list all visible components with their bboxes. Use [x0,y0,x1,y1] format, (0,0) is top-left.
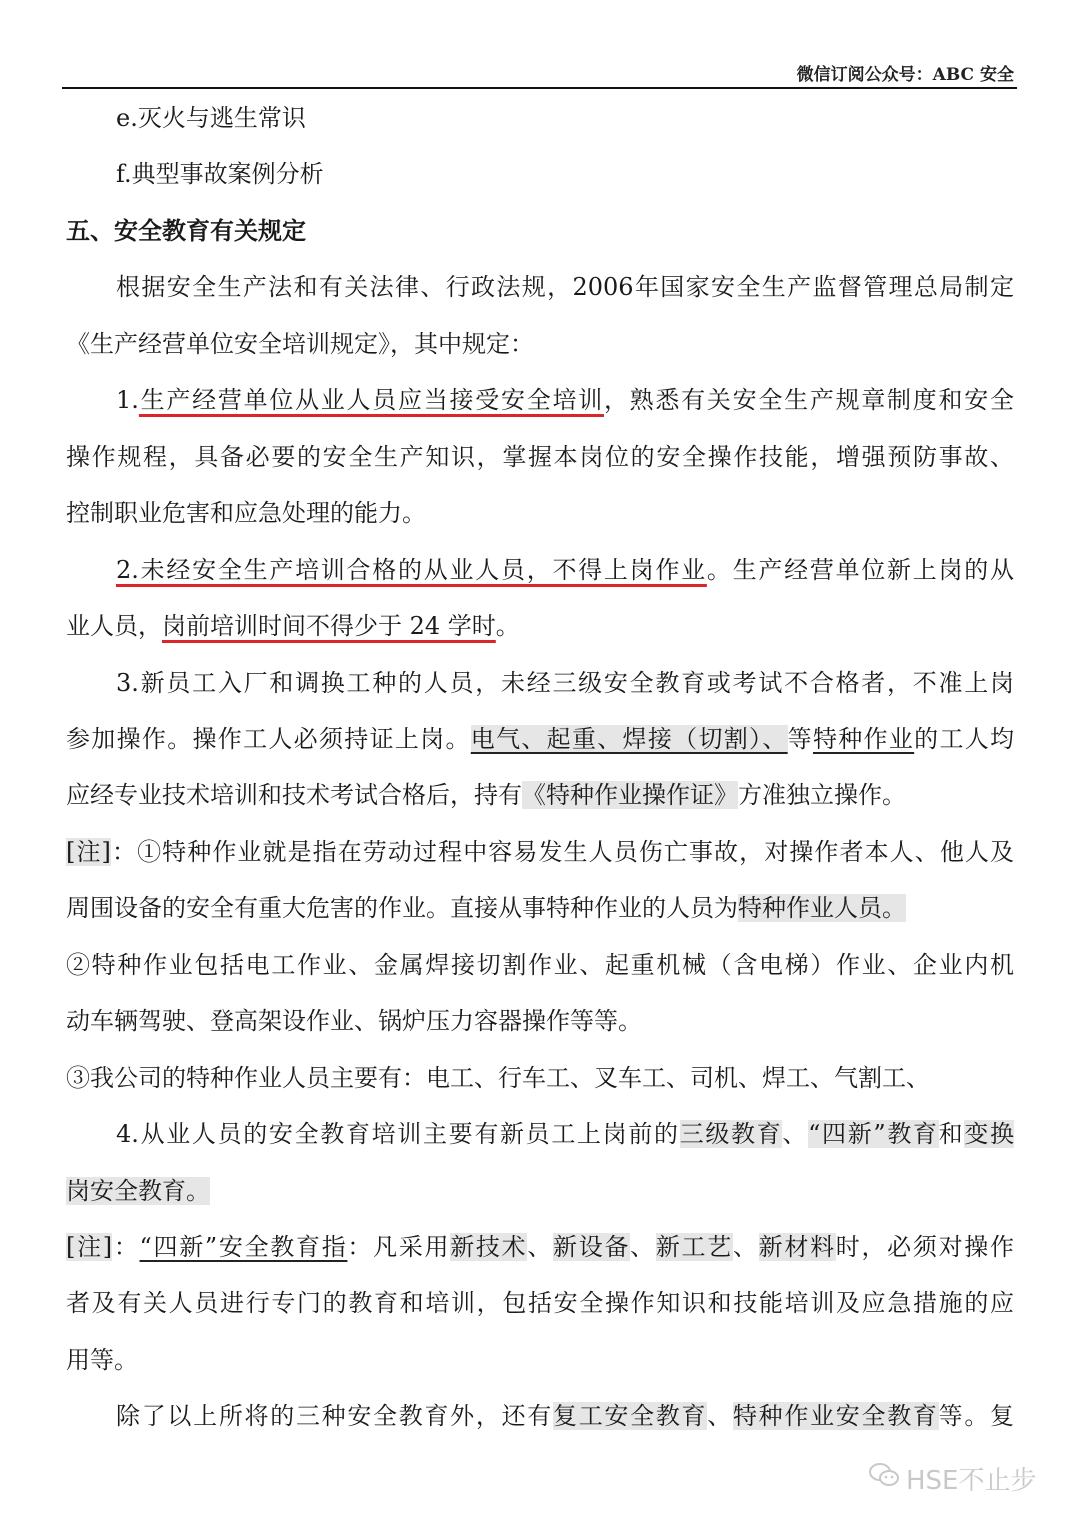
text-segment: 五、安全教育有关规定 [66,215,306,245]
text-line [66,372,1014,428]
text-segment: 动车辆驾驶、登高架设作业、锅炉压力容器操作等等。 [66,1007,642,1036]
highlighted-text: 特种作业安全教育 [732,1402,939,1431]
page-header-text: 微信订阅公众号：ABC 安全 [796,65,1014,85]
highlighted-underlined-text: 电气、起重、焊接（切割）、 [470,724,788,753]
text-line [66,1163,1014,1219]
header-rule [62,87,1017,89]
text-line [66,1106,1014,1162]
text-segment: 参加操作。操作工人必须持证上岗。 [66,724,471,753]
text-segment: 。 [495,612,520,641]
text-line [66,1050,1014,1106]
text-line [66,259,1014,315]
highlighted-text: [注] [66,1233,113,1261]
text-segment: 周围设备的安全有重大危害的作业。直接从事特种作业的人员为 [66,894,738,923]
text-line [66,1388,1014,1444]
highlighted-text: 新设备 [553,1233,631,1261]
text-segment: 的工人均 [914,724,1015,753]
text-line [66,824,1014,880]
text-line [66,598,1014,654]
text-segment: 用等。 [66,1345,138,1374]
highlighted-text: 新工艺 [655,1233,733,1261]
text-segment: 、 [527,1233,554,1261]
text-segment: 应经专业技术培训和技术考试合格后，持有 [66,781,522,810]
text-segment: 、 [782,1120,809,1149]
text-segment: 、 [630,1233,656,1261]
highlighted-text: 三级教育 [679,1120,783,1149]
text-segment: 、 [707,1402,733,1431]
highlighted-text: 《特种作业操作证》 [522,781,738,810]
text-segment: 、 [732,1233,759,1261]
text-line [66,880,1014,936]
watermark [868,1460,1036,1497]
text-line [66,1332,1014,1388]
text-line [66,429,1014,485]
text-line [66,1219,1014,1275]
text-segment: 。生产经营单位新上岗的从 [706,555,1014,584]
text-segment: ：凡采用 [347,1233,451,1261]
text-line [66,316,1014,372]
text-segment: 控制职业危害和应急处理的能力。 [66,499,426,528]
text-line [66,937,1014,993]
text-segment: ：①特种作业就是指在劳动过程中容易发生人员伤亡事故，对操作者本人、他人及 [110,837,1014,866]
highlighted-text: [注] [66,837,111,866]
highlighted-text: 特种作业人员。 [738,894,906,923]
watermark-text: HSE不止步 [906,1466,1037,1496]
text-segment: 《生产经营单位安全培训规定》，其中规定： [66,329,534,358]
text-line [66,542,1014,598]
text-segment: ②特种作业包括电工作业、金属焊接切割作业、起重机械（含电梯）作业、企业内机 [66,950,1014,979]
text-segment: 1. [116,386,139,415]
wechat-icon [868,1461,900,1496]
text-line [66,655,1014,711]
text-segment: 4.从业人员的安全教育培训主要有新员工上岗前的 [116,1120,680,1149]
text-segment: 业人员， [66,612,162,641]
text-line [66,993,1014,1049]
text-segment: 根据安全生产法和有关法律、行政法规，2006年国家安全生产监督管理总局制定 [116,273,1014,302]
red-underlined-text: 生产经营单位从业人员应当接受安全培训 [138,386,604,415]
text-segment: 等 [787,724,813,753]
highlighted-text: 新技术 [450,1233,528,1261]
underlined-text: 特种作业 [812,724,915,753]
text-segment: 和 [938,1120,965,1149]
text-segment: 时，必须对操作 [835,1233,1014,1261]
highlighted-text: 变换 [964,1120,1015,1149]
highlighted-text: 复工安全教育 [553,1402,708,1431]
text-segment: 除了以上所将的三种安全教育外，还有 [116,1402,553,1431]
text-line [66,90,1014,146]
red-underlined-text: 岗前培训时间不得少于 24 学时 [162,612,496,641]
text-segment: f.典型事故案例分析 [116,160,324,189]
text-line [66,146,1014,202]
text-segment: 操作规程，具备必要的安全生产知识，掌握本岗位的安全操作技能，增强预防事故、 [66,442,1014,471]
text-segment: ③我公司的特种作业人员主要有：电工、行车工、叉车工、司机、焊工、气割工、 [66,1063,930,1092]
text-line [66,485,1014,541]
text-segment: ： [112,1233,140,1261]
text-line [66,711,1014,767]
text-segment: 者及有关人员进行专门的教育和培训，包括安全操作知识和技能培训及应急措施的应 [66,1289,1014,1318]
underlined-text: “四新”安全教育指 [139,1233,348,1261]
text-line [66,1275,1014,1331]
highlighted-text: “四新”教育 [808,1120,939,1149]
text-line [66,767,1014,823]
text-segment: 3.新员工入厂和调换工种的人员，未经三级安全教育或考试不合格者，不准上岗 [116,668,1014,697]
highlighted-text: 岗安全教育。 [66,1176,210,1205]
text-segment: 等。复 [938,1402,1015,1431]
text-segment: ，熟悉有关安全生产规章制度和安全 [603,386,1015,415]
text-segment: e.灭火与逃生常识 [116,104,306,132]
text-segment: 方准独立操作。 [738,781,906,810]
section-heading [66,203,1014,259]
highlighted-text: 新材料 [758,1233,836,1261]
red-underlined-text: 2.未经安全生产培训合格的从业人员，不得上岗作业 [116,555,707,584]
